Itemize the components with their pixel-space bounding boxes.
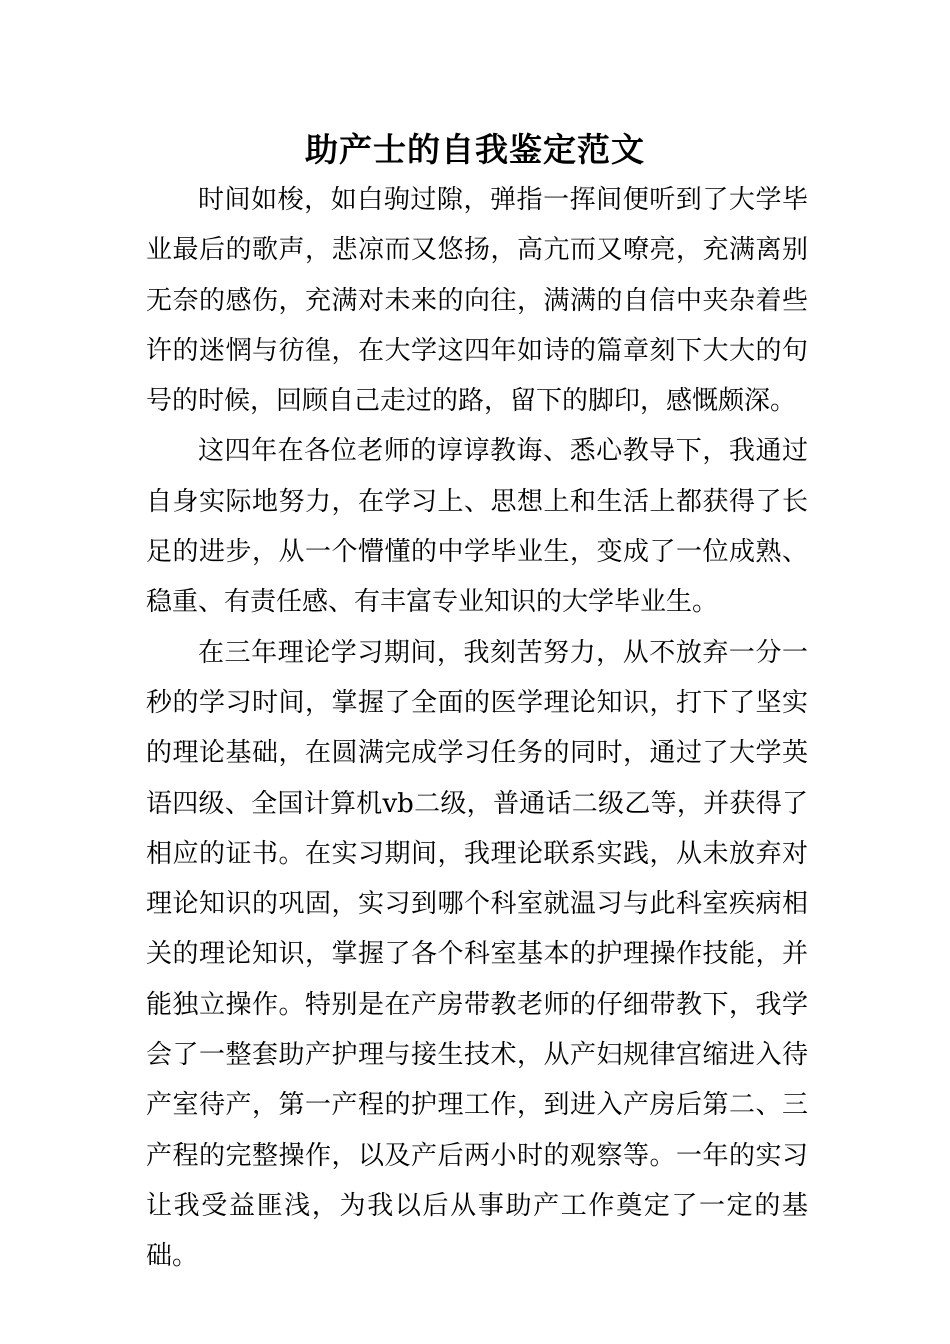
paragraph-3: 在三年理论学习期间，我刻苦努力，从不放弃一分一秒的学习时间，掌握了全面的医学理论知识，打下了坚实的理论基础，在圆满完成学习任务的同时，通过了大学英语四级、全国计算机vb二级，普通话二级乙等，并获得了相应的证书。在实习期间，我理论联系实践，从未放弃对理论知识的巩固，实习到哪个科室就温习与此科室疾病相关的理论知识，掌握了各个科室基本的护理操作技能，并能独立操作。特别是在产房带教老师的仔细带教下，我学会了一整套助产护理与接生技术，从产妇规律宫缩进入待产室待产，第一产程的护理工作，到进入产房后第二、三产程的完整操作，以及产后两小时的观察等。一年的实习让我受益匪浅，为我以后从事助产工作奠定了一定的基础。 bbox=[146, 637, 808, 1272]
document-body bbox=[146, 175, 808, 1282]
paragraph-1: 时间如梭，如白驹过隙，弹指一挥间便听到了大学毕业最后的歌声，悲凉而又悠扬，高亢而又嘹亮，充满离别无奈的感伤，充满对未来的向往，满满的自信中夹杂着些许的迷惘与彷徨，在大学这四年如诗的篇章刻下大大的句号的时候，回顾自己走过的路，留下的脚印，感慨颇深。 bbox=[146, 185, 808, 417]
paragraph-2: 这四年在各位老师的谆谆教诲、悉心教导下，我通过自身实际地努力，在学习上、思想上和生活上都获得了长足的进步，从一个懵懂的中学毕业生，变成了一位成熟、稳重、有责任感、有丰富专业知识的大学毕业生。 bbox=[146, 436, 808, 618]
document-title: 助产士的自我鉴定范文 bbox=[305, 130, 645, 169]
